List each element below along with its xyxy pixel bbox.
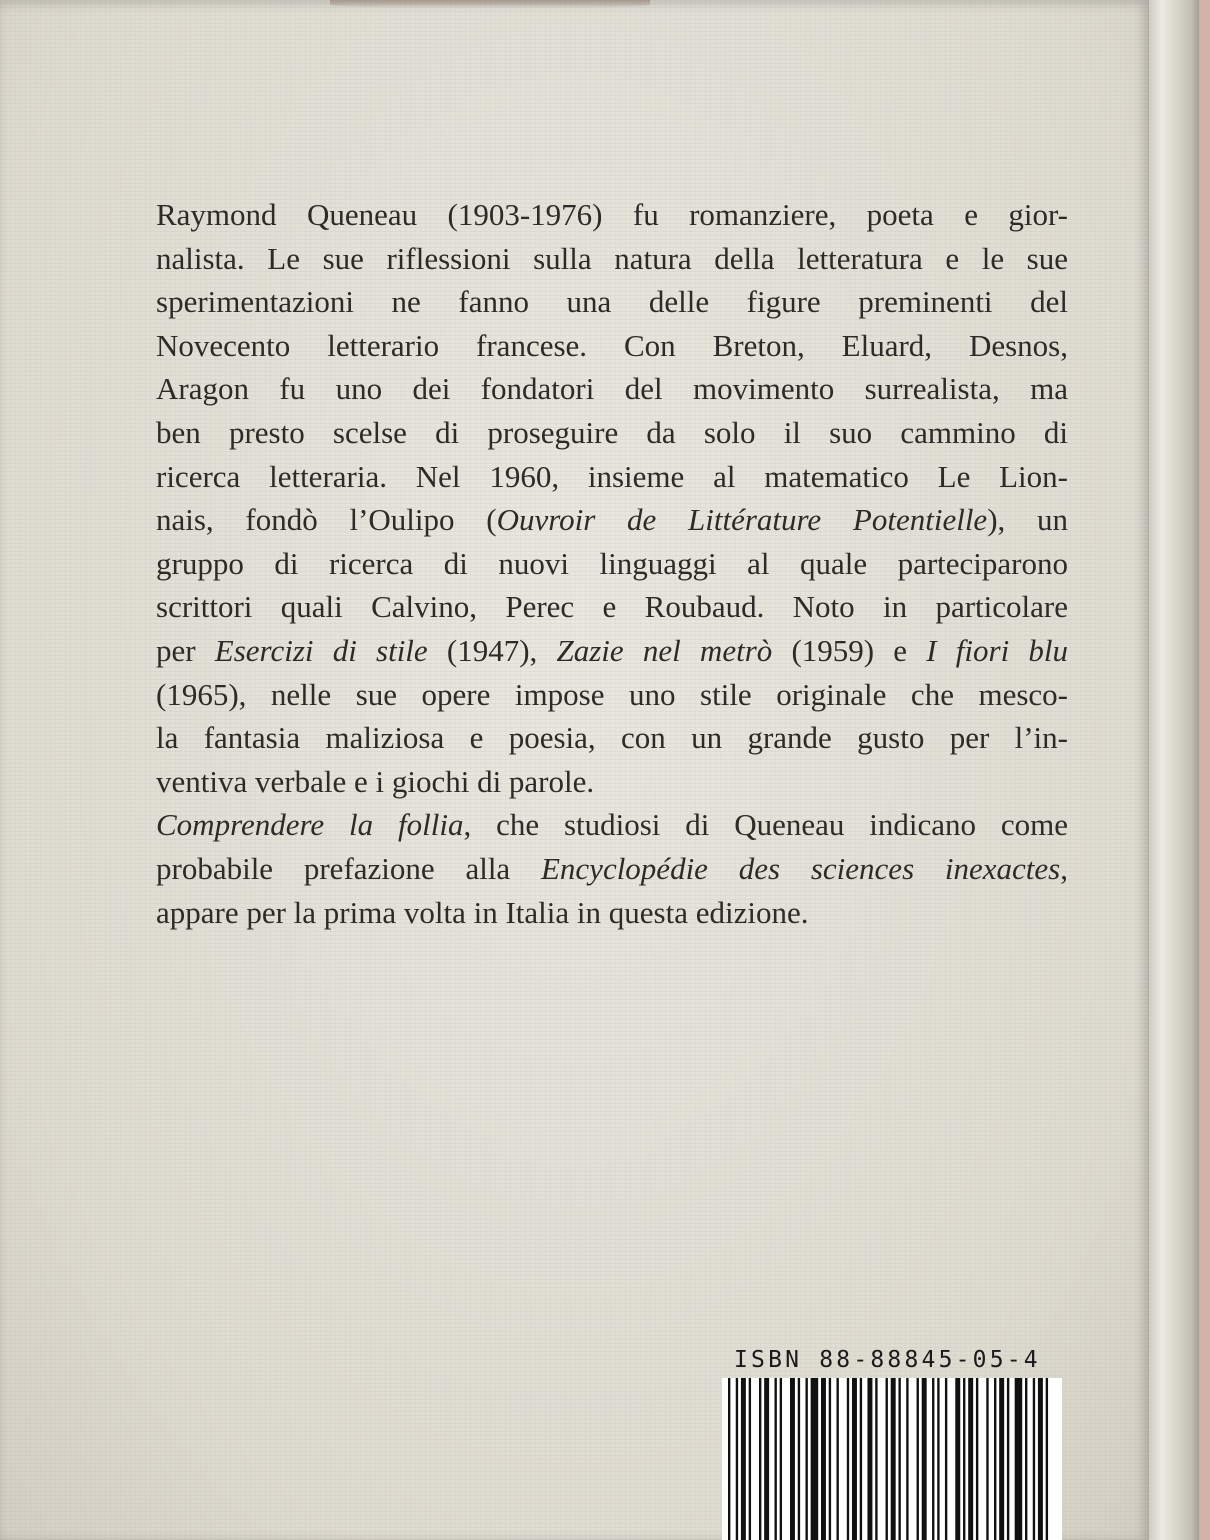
blurb-line: [156, 803, 1068, 847]
barcode-bar: [780, 1378, 782, 1540]
blurb-line: [156, 455, 1068, 499]
blurb-italic-title: Comprendere la follia: [156, 807, 464, 843]
blurb-text: Raymond Queneau (1903-1976) fu romanziere, poeta e gior-: [156, 197, 1068, 232]
barcode-bar: [1033, 1378, 1035, 1540]
blurb-line: [156, 891, 1068, 935]
blurb-line: [156, 193, 1068, 237]
blurb-line: [156, 237, 1068, 281]
author-biography-blurb: [156, 193, 1068, 934]
barcode-bar: [932, 1378, 934, 1540]
barcode-bar: [922, 1378, 927, 1540]
blurb-line: [156, 367, 1068, 411]
cover-top-edge-shadow: [330, 0, 650, 8]
blurb-italic-title: Encyclopédie des sciences inexactes: [540, 850, 1061, 886]
barcode-bar: [1025, 1378, 1027, 1540]
barcode: [722, 1378, 1062, 1540]
barcode-bar: [852, 1378, 857, 1540]
barcode-bar: [1046, 1378, 1048, 1540]
blurb-line: [156, 542, 1068, 586]
barcode-bar: [963, 1378, 965, 1540]
barcode-bar: [986, 1378, 988, 1540]
blurb-text: Novecento letterario francese. Con Breton, Eluard, Desnos,: [156, 327, 1068, 363]
barcode-bar: [790, 1378, 795, 1540]
barcode-bar: [994, 1378, 996, 1540]
blurb-text: sperimentazioni ne fanno una delle figure preminenti del: [156, 284, 1068, 320]
barcode-bar: [1007, 1378, 1009, 1540]
barcode-bar: [968, 1378, 973, 1540]
blurb-text: (1965), nelle sue opere impose uno stile originale che mesco-: [156, 676, 1068, 712]
blurb-line: [156, 673, 1068, 717]
blurb-line: [156, 280, 1068, 324]
blurb-line: [156, 716, 1068, 760]
barcode-bar: [917, 1378, 919, 1540]
barcode-bar: [875, 1378, 877, 1540]
blurb-line: [156, 498, 1068, 542]
barcode-bar: [898, 1378, 900, 1540]
blurb-italic-title: I fiori blu: [926, 632, 1068, 668]
barcode-bar: [741, 1378, 746, 1540]
barcode-bar: [764, 1378, 769, 1540]
barcode-bar: [759, 1378, 761, 1540]
barcode-bar: [805, 1378, 807, 1540]
blurb-text: scrittori quali Calvino, Perec e Roubaud. Noto in particolare: [156, 589, 1068, 625]
barcode-bar: [798, 1378, 800, 1540]
barcode-bar: [906, 1378, 908, 1540]
barcode-bar: [860, 1378, 862, 1540]
book-spine: [1148, 0, 1199, 1540]
blurb-text: la fantasia maliziosa e poesia, con un grande gusto per l’in-: [156, 720, 1068, 756]
barcode-bar: [749, 1378, 751, 1540]
blurb-text: (1947),: [427, 632, 557, 668]
barcode-bar: [999, 1378, 1004, 1540]
blurb-text: (1959) e: [772, 632, 927, 668]
barcode-bar: [829, 1378, 831, 1540]
blurb-text: gruppo di ricerca di nuovi linguaggi al quale parteciparono: [156, 545, 1068, 581]
blurb-text: ben presto scelse di proseguire da solo il suo cammino di: [156, 414, 1068, 450]
blurb-line: [156, 760, 1068, 804]
blurb-text: ventiva verbale e i giochi di parole.: [156, 763, 595, 799]
blurb-line: [156, 411, 1068, 455]
barcode-bar: [867, 1378, 872, 1540]
barcode-bar: [955, 1378, 960, 1540]
barcode-bar: [976, 1378, 978, 1540]
blurb-italic-title: Zazie nel metrò: [556, 632, 773, 668]
blurb-text: Aragon fu uno dei fondatori del movimento surrealista, ma: [156, 371, 1068, 407]
barcode-bar: [945, 1378, 947, 1540]
blurb-text: nais, fondò l’Oulipo (: [156, 502, 497, 538]
barcode-bar: [821, 1378, 826, 1540]
blurb-text: , che studiosi di Queneau indicano come: [463, 807, 1068, 843]
barcode-bars: [728, 1378, 1056, 1540]
blurb-text: ricerca letteraria. Nel 1960, insieme al matematico Le Lion-: [156, 458, 1068, 494]
barcode-bar: [728, 1378, 730, 1540]
blurb-italic-title: Ouvroir de Littérature Potentielle: [496, 502, 988, 538]
blurb-line: [156, 324, 1068, 368]
barcode-bar: [891, 1378, 896, 1540]
blurb-text: nalista. Le sue riflessioni sulla natura della letteratura e le sue: [156, 240, 1068, 276]
blurb-text: ), un: [987, 502, 1068, 538]
barcode-bar: [937, 1378, 939, 1540]
blurb-line: [156, 629, 1068, 673]
blurb-text: probabile prefazione alla: [156, 850, 541, 886]
barcode-bar: [774, 1378, 776, 1540]
blurb-line: [156, 585, 1068, 629]
barcode-bar: [736, 1378, 738, 1540]
barcode-bar: [1038, 1378, 1043, 1540]
barcode-bar: [847, 1378, 849, 1540]
blurb-text: appare per la prima volta in Italia in questa edizione.: [156, 894, 809, 930]
blurb-text: ,: [1060, 850, 1068, 886]
isbn-label: ISBN 88-88845-05-4: [734, 1347, 1041, 1373]
blurb-text: per: [156, 632, 215, 668]
barcode-bar: [886, 1378, 888, 1540]
barcode-bar: [811, 1378, 819, 1540]
blurb-italic-title: Esercizi di stile: [214, 632, 428, 668]
barcode-bar: [836, 1378, 838, 1540]
blurb-line: [156, 847, 1068, 891]
barcode-bar: [1015, 1378, 1023, 1540]
